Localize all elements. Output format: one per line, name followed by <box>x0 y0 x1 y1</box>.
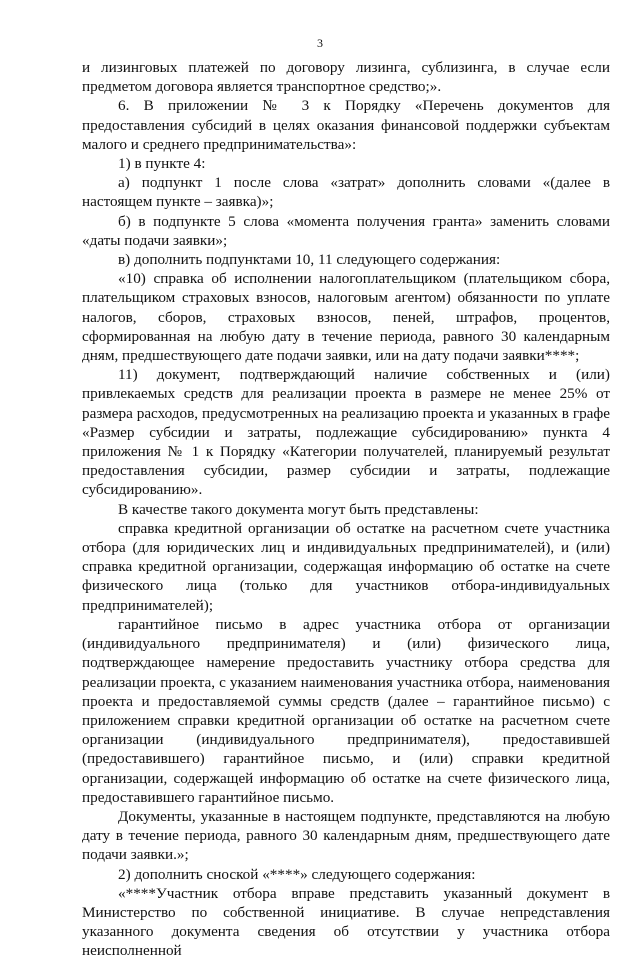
paragraph-10: справка кредитной организации об остатке на расчетном счете участника отбора (для юридических лиц и индивидуальных предпринимателей), и (или) справка кредитной организации, содержащая информацию об остатке на счете физического лица (только для участников отбора-индивидуальных предпринимателей); <box>82 519 610 614</box>
paragraph-5: б) в подпункте 5 слова «момента получения гранта» заменить словами «даты подачи заявки»; <box>82 212 610 249</box>
paragraph-9: В качестве такого документа могут быть представлены: <box>118 500 479 518</box>
paragraph-2: 6. В приложении № 3 к Порядку «Перечень документов для предоставления субсидий в целях оказания финансовой поддержки субъектам малого и среднего предпринимательства»: <box>82 97 610 153</box>
paragraph-6: в) дополнить подпунктами 10, 11 следующего содержания: <box>118 251 501 269</box>
paragraph-1: и лизинговых платежей по договору лизинга, сублизинга, в случае если предметом договора является транспортное средство;». <box>82 59 610 96</box>
document-body <box>82 58 610 961</box>
paragraph-4: а) подпункт 1 после слова «затрат» дополнить словами «(далее в настоящем пункте – заявка)»; <box>82 174 610 211</box>
page-number: 3 <box>317 36 323 50</box>
paragraph-11: гарантийное письмо в адрес участника отбора от организации (индивидуального предпринимателя) и (или) физического лица, подтверждающее намерение предоставить участнику отбора средства для реализации проекта, с указанием наименования участника отбора, наименования проекта и предоставляемой суммы средств (далее – гарантийное письмо) с приложением справки кредитной организации об остатке на расчетном счете организации (индивидуального предпринимателя), предоставившей (предоставившего) гарантийное письмо, и (или) справки кредитной организации, содержащей информацию об остатке на счете физического лица, предоставившего гарантийное письмо. <box>82 615 610 806</box>
paragraph-14: «****Участник отбора вправе представить указанный документ в Министерство по собственной инициативе. В случае непредставления указанного документа сведения об отсутствии у участника отбора неисполненной <box>82 884 610 960</box>
paragraph-8: 11) документ, подтверждающий наличие собственных и (или) привлекаемых средств для реализации проекта в размере не менее 25% от размера расходов, предусмотренных на реализацию проекта и указанных в графе «Размер субсидии и затраты, подлежащие субсидированию» пункта 4 приложения № 1 к Порядку «Категории получателей, планируемый результат предоставления субсидии, размер субсидии и затраты, подлежащие субсидированию». <box>82 366 610 499</box>
paragraph-3: 1) в пункте 4: <box>118 155 206 173</box>
paragraph-12: Документы, указанные в настоящем подпункте, представляются на любую дату в течение периода, равного 30 календарным дням, предшествующего дате подачи заявки.»; <box>82 807 610 864</box>
paragraph-7: «10) справка об исполнении налогоплательщиком (плательщиком сбора, плательщиком страховых взносов, налоговым агентом) обязанности по уплате налогов, сборов, страховых взносов, пеней, штрафов, процентов, сформированная на любую дату в течение периода, равного 30 календарным дням, предшествующего дате подачи заявки, или на дату подачи заявки****; <box>82 270 610 365</box>
paragraph-13: 2) дополнить сноской «****» следующего содержания: <box>118 865 476 883</box>
